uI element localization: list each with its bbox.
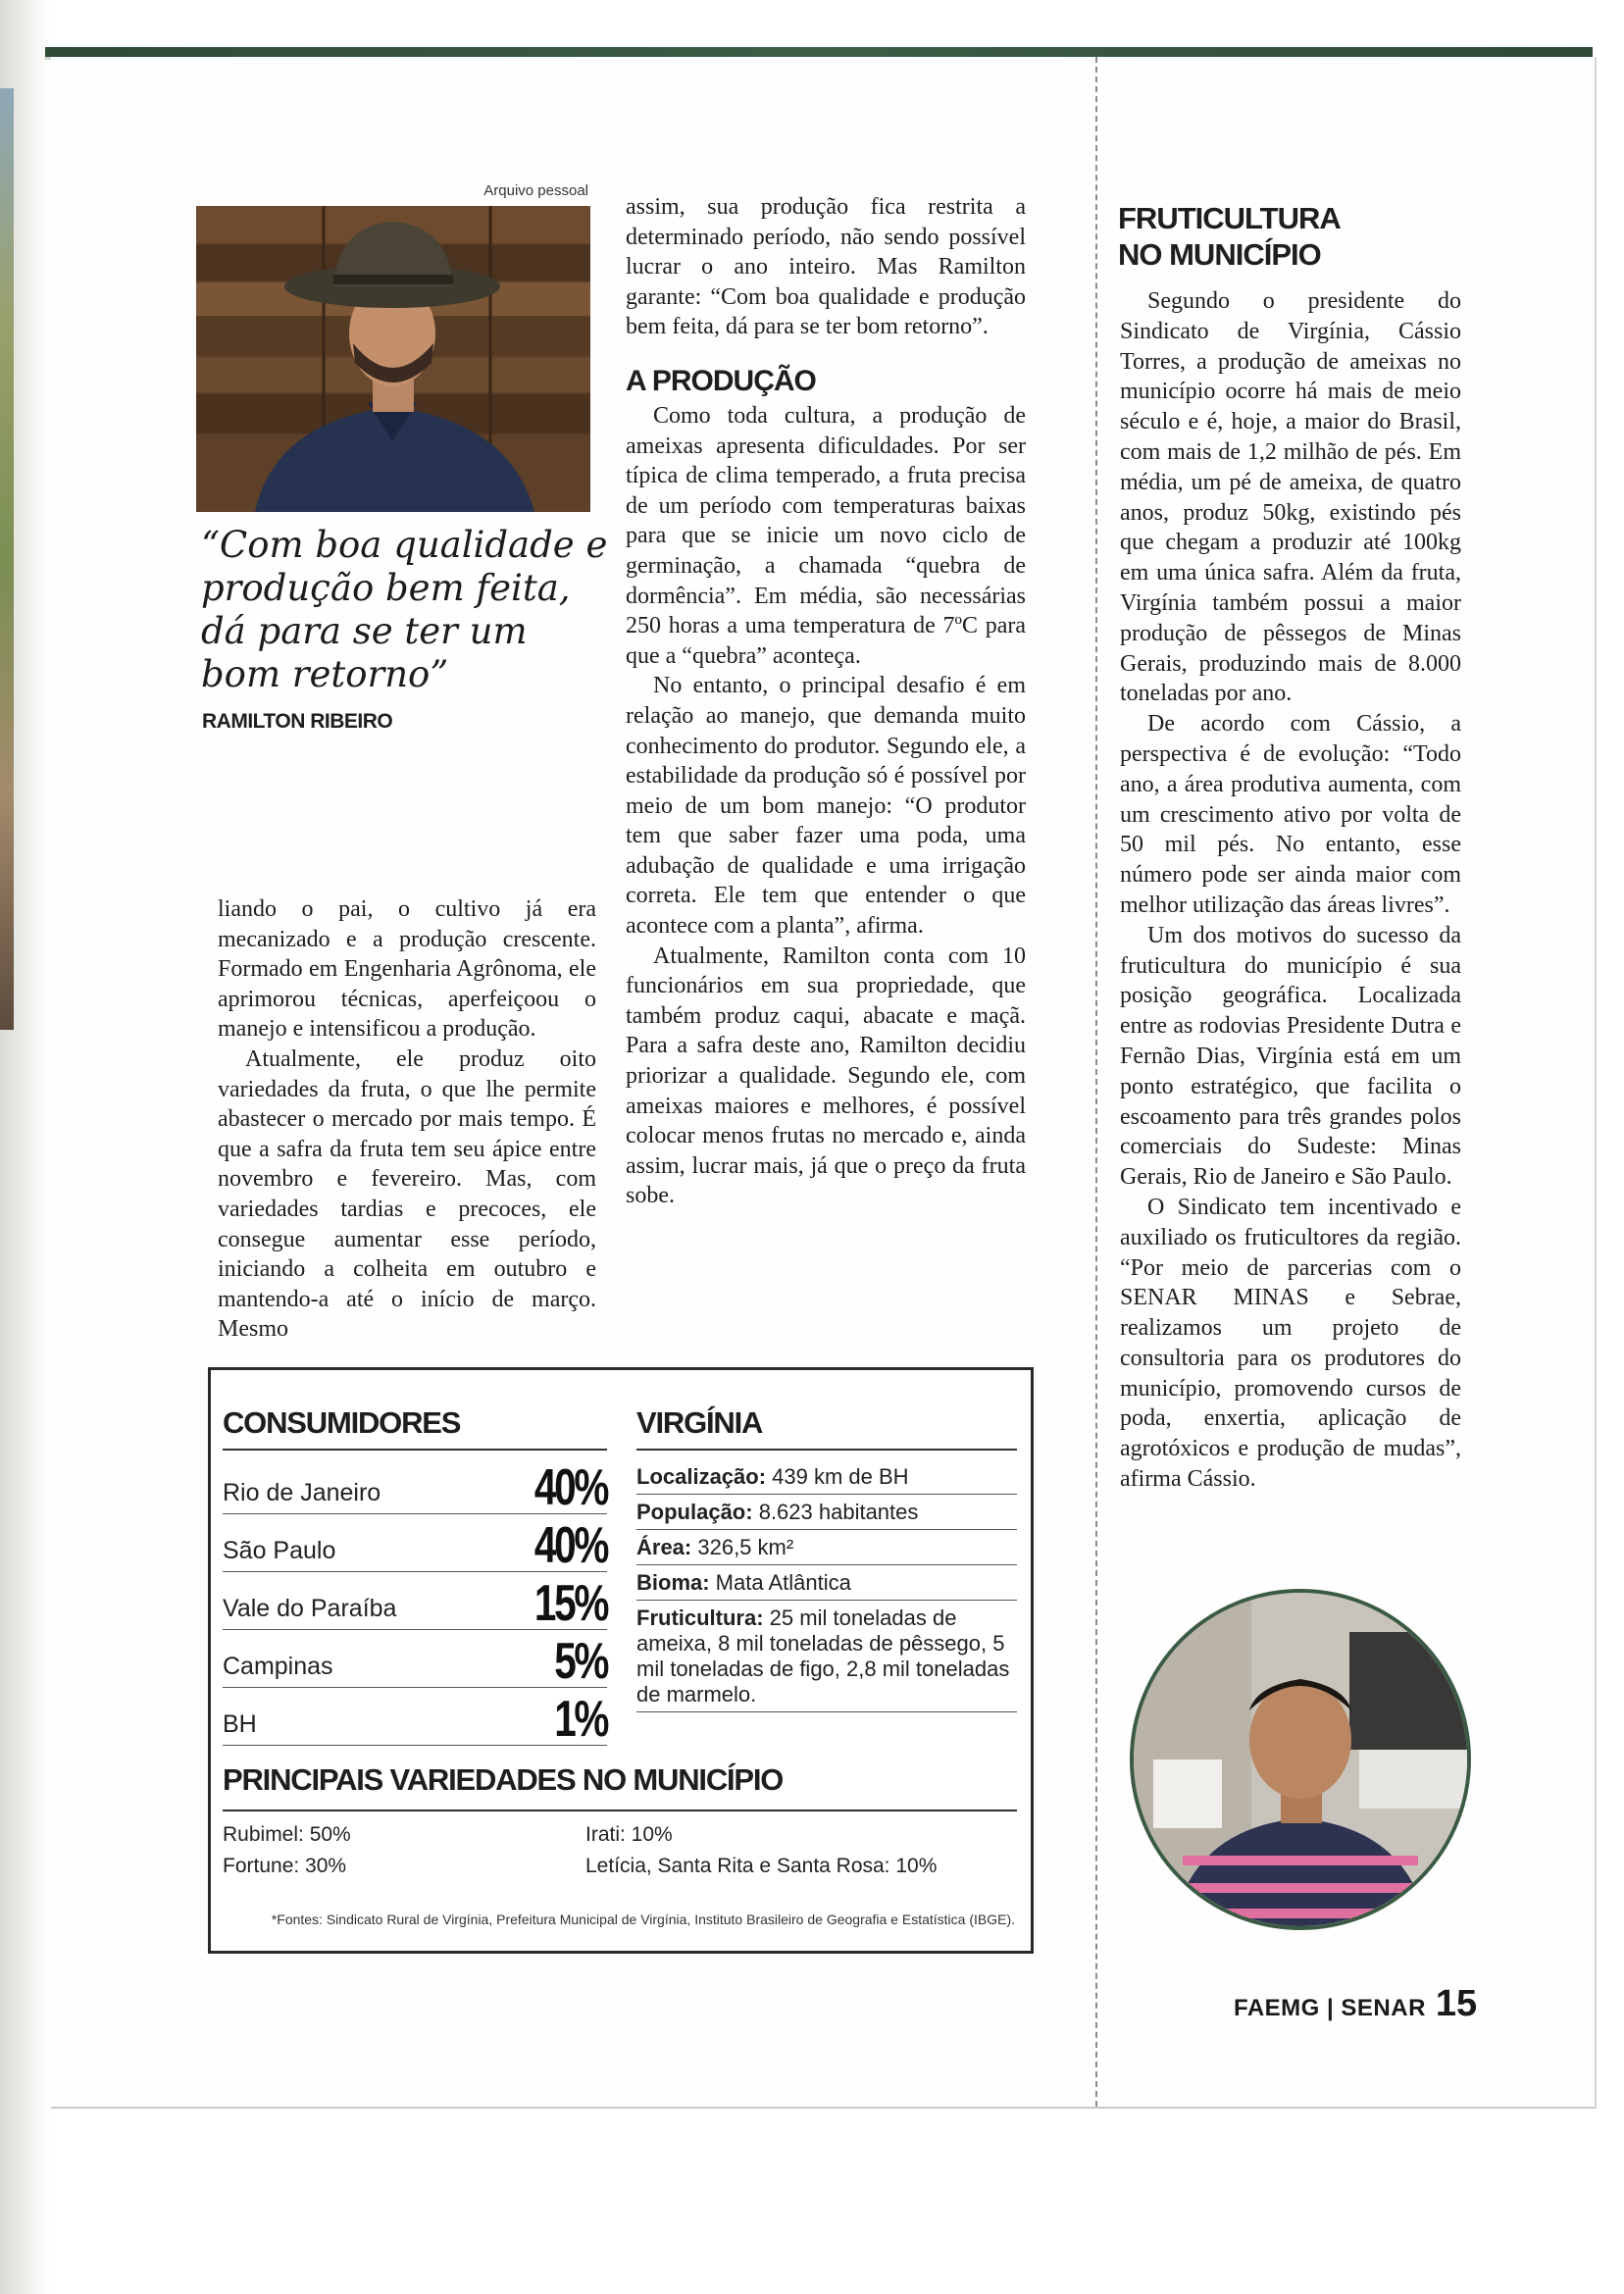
divider bbox=[223, 1810, 1017, 1811]
virginia-fact bbox=[636, 1458, 1017, 1495]
sidebar-heading bbox=[1118, 200, 1341, 273]
consumer-name: São Paulo bbox=[223, 1537, 336, 1564]
consumer-name: BH bbox=[223, 1710, 257, 1738]
sources-note: *Fontes: Sindicato Rural de Virgínia, Prefeitura Municipal de Virgínia, Instituto Brasileiro de Geografia e Estatística (IBGE). bbox=[271, 1912, 1015, 1927]
footer-brand: FAEMG | SENAR bbox=[1234, 1995, 1426, 2021]
consumer-name: Campinas bbox=[223, 1653, 333, 1680]
variety-item: Rubimel: 50% bbox=[223, 1823, 351, 1846]
paragraph: No entanto, o principal desafio é em relação ao manejo, que demanda muito conhecimento do produtor. Segundo ele, a estabilidade da produção só é possível por meio de um bom manejo: “O produtor tem que saber fazer uma poda, uma adubação de qualidade e uma irrigação correta. Ele tem que entender o que acontece com a planta”, afirma. bbox=[626, 673, 1026, 940]
paragraph: De acordo com Cássio, a perspectiva é de evolução: “Todo ano, a área produtiva aumenta, com um crescimento ativo por volta de 50 mil pés. No entanto, esse número pode ser ainda maior com melhor utilização das áreas livres”. bbox=[1120, 711, 1461, 918]
paragraph: Segundo o presidente do Sindicato de Virgínia, Cássio Torres, a produção de ameixas no município ocorre há mais de meio século e é, hoje, a maior do Brasil, com mais de 1,2 milhão de pés. Em média, um pé de ameixa, de quatro anos, produz 50kg, existindo pés que chegam a produzir até 100kg em uma única safra. Além da fruta, Virgínia também possui a maior produção de pêssegos de Minas Gerais, produzindo mais de 8.000 toneladas por ano. bbox=[1120, 288, 1461, 707]
fact-value: 326,5 km² bbox=[691, 1535, 794, 1559]
sidebar-heading-line-2: NO MUNICÍPIO bbox=[1118, 237, 1321, 272]
facts-infobox bbox=[208, 1367, 1034, 1954]
virginia-fact bbox=[636, 1600, 1017, 1712]
paragraph: assim, sua produção fica restrita a determinado período, não sendo possível lucrar o ano inteiro. Mas Ramilton garante: “Com boa qualidade e produção bem feita, dá para se ter bom retorno”. bbox=[626, 194, 1026, 340]
paragraph: liando o pai, o cultivo já era mecanizado e a produção crescente. Formado em Engenharia Agrônoma, ele aprimorou técnicas, aperfeiçoou o manejo e intensificou a produção. bbox=[218, 896, 596, 1043]
fact-label: Localização: bbox=[636, 1464, 767, 1489]
paragraph: Atualmente, Ramilton conta com 10 funcionários em sua propriedade, que também produz caqui, abacate e maçã. Para a safra deste ano, Ramilton decidiu priorizar a qualidade. Segundo ele, com ameixas maiores e melhores, é possível colocar menos frutas no mercado e, ainda assim, lucrar mais, já que o preço da fruta sobe. bbox=[626, 943, 1026, 1209]
paragraph: Como toda cultura, a produção de ameixas apresenta dificuldades. Por ser típica de clima temperado, a fruta precisa de um período com temperaturas baixas para que se inicie um novo ciclo de germinação, a chamada “quebra de dormência”. Em média, são necessárias 250 horas a uma temperatura de 7ºC para que a “quebra” aconteça. bbox=[626, 402, 1026, 669]
page-number: 15 bbox=[1435, 1983, 1478, 2024]
divider bbox=[636, 1449, 1017, 1451]
virginia-fact bbox=[636, 1494, 1017, 1530]
paragraph: Atualmente, ele produz oito variedades da fruta, o que lhe permite abastecer o mercado por mais tempo. É que a safra da fruta tem seu ápice entre novembro e fevereiro. Mas, com variedades tardias e precoces, ele consegue aumentar esse período, iniciando a colheita em outubro e mantendo-a até o início de março. Mesmo bbox=[218, 1045, 596, 1343]
consumer-row bbox=[223, 1572, 607, 1630]
virginia-fact bbox=[636, 1564, 1017, 1601]
fact-label: Área: bbox=[636, 1535, 692, 1559]
consumer-name: Vale do Paraíba bbox=[223, 1595, 397, 1622]
virginia-fact bbox=[636, 1529, 1017, 1565]
fact-label: Fruticultura: bbox=[636, 1606, 764, 1630]
variety-item: Fortune: 30% bbox=[223, 1855, 347, 1877]
previous-page-photo-edge bbox=[0, 88, 14, 1030]
consumer-share: 40% bbox=[533, 1459, 607, 1516]
fact-value: Mata Atlântica bbox=[709, 1570, 851, 1595]
fact-value: 25 mil toneladas de ameixa, 8 mil toneladas de pêssego, 5 mil toneladas de figo, 2,8 mil toneladas de marmelo. bbox=[636, 1606, 1010, 1707]
ramilton-portrait-photo bbox=[196, 206, 590, 512]
variety-item: Letícia, Santa Rita e Santa Rosa: 10% bbox=[585, 1855, 938, 1877]
paragraph: O Sindicato tem incentivado e auxiliado os fruticultores da região. “Por meio de parcerias com o SENAR MINAS e Sebrae, realizamos um projeto de consultoria para os produtores do município, promovendo cursos de poda, enxertia, aplicação de agrotóxicos e produção de mudas”, afirma Cássio. bbox=[1120, 1194, 1461, 1493]
sidebar-heading-line-1: FRUTICULTURA bbox=[1118, 201, 1341, 235]
page-fold-line bbox=[1095, 57, 1097, 2107]
pull-quote: “Com boa qualidade e produção bem feita, dá para se ter um bom retorno” bbox=[201, 524, 608, 695]
fact-value: 8.623 habitantes bbox=[752, 1500, 919, 1524]
fact-label: População: bbox=[636, 1500, 753, 1524]
consumer-share: 15% bbox=[533, 1575, 607, 1632]
consumer-name: Rio de Janeiro bbox=[223, 1479, 381, 1506]
consumer-share: 1% bbox=[554, 1691, 607, 1748]
fact-label: Bioma: bbox=[636, 1570, 710, 1595]
variety-item: Irati: 10% bbox=[585, 1823, 673, 1846]
article-column-2 bbox=[626, 192, 1026, 1211]
divider bbox=[223, 1449, 607, 1451]
consumers-title: CONSUMIDORES bbox=[223, 1405, 461, 1440]
consumer-row bbox=[223, 1456, 607, 1514]
fact-value: 439 km de BH bbox=[766, 1464, 909, 1489]
cassio-portrait-photo bbox=[1130, 1589, 1471, 1930]
pull-quote-author: RAMILTON RIBEIRO bbox=[202, 710, 393, 733]
paragraph: Um dos motivos do sucesso da fruticultura do município é sua posição geográfica. Localizada entre as rodovias Presidente Dutra e Fernão Dias, Virgínia está em um ponto estratégico, que facilita o escoamento para três grandes polos comerciais do Sudeste: Minas Gerais, Rio de Janeiro e São Paulo. bbox=[1120, 922, 1461, 1191]
consumer-row bbox=[223, 1688, 607, 1746]
consumer-row bbox=[223, 1514, 607, 1572]
consumer-share: 5% bbox=[554, 1633, 607, 1690]
page-footer bbox=[1234, 1983, 1477, 2025]
varieties-title: PRINCIPAIS VARIEDADES NO MUNICÍPIO bbox=[223, 1762, 784, 1797]
photo-credit: Arquivo pessoal bbox=[483, 182, 588, 199]
section-heading-producao: A PRODUÇÃO bbox=[626, 364, 816, 397]
consumer-share: 40% bbox=[533, 1517, 607, 1574]
consumer-row bbox=[223, 1630, 607, 1688]
top-green-band bbox=[45, 47, 1593, 57]
article-column-1 bbox=[218, 894, 596, 1345]
virginia-title: VIRGÍNIA bbox=[636, 1405, 763, 1440]
article-column-3 bbox=[1120, 286, 1461, 1495]
